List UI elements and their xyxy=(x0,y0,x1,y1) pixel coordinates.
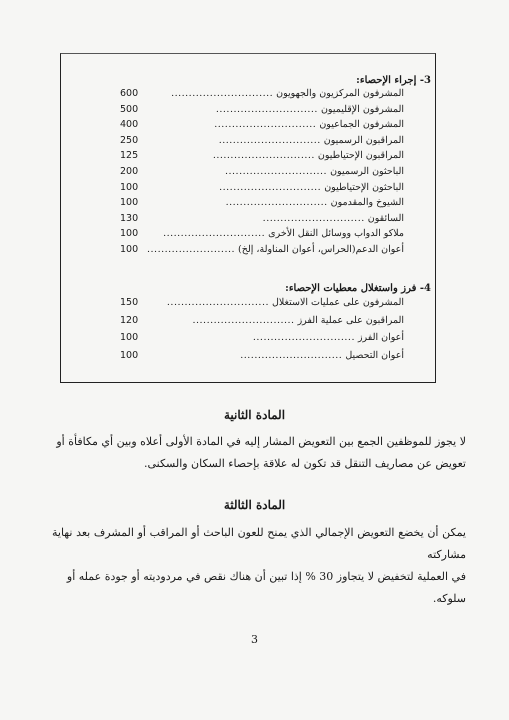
section4-title: 4- فرز واستغلال معطيات الإحصاء: xyxy=(285,283,431,294)
article3-text xyxy=(52,522,466,610)
item-label: أعوان الفرز xyxy=(357,332,404,344)
article3-line: سلوكه. xyxy=(432,592,466,605)
leader-dots: ............................. xyxy=(262,212,365,224)
list-item xyxy=(120,228,404,241)
item-value: 150 xyxy=(120,297,139,308)
item-label: المشرفون الإقليميون xyxy=(320,103,404,115)
leader-dots: ............................. xyxy=(225,166,328,177)
item-label: الشيوخ والمقدمون xyxy=(330,197,404,209)
leader-dots: ......................... xyxy=(147,244,236,255)
list-item xyxy=(120,197,404,210)
article2-line: تعويض عن مصاريف التنقل قد تكون له علاقة بإحصاء السكان والسكنى. xyxy=(143,457,466,470)
leader-dots: ............................. xyxy=(171,88,274,99)
article3-title: المادة الثالثة xyxy=(223,498,286,512)
list-item xyxy=(120,150,404,163)
item-value: 120 xyxy=(120,314,139,326)
item-value: 100 xyxy=(120,228,139,240)
item-value: 100 xyxy=(120,197,139,209)
item-label: ملاكو الدواب ووسائل النقل الأخرى xyxy=(268,228,404,240)
item-value: 125 xyxy=(120,150,139,162)
article2-line: لا يجوز للموظفين الجمع بين التعويض المشار إليه في المادة الأولى أعلاه وبين أي مكافأة أو xyxy=(56,435,466,448)
item-label: المراقبون الرسميون xyxy=(323,134,404,146)
leader-dots: ............................. xyxy=(252,332,355,344)
item-value: 100 xyxy=(120,332,139,344)
item-value: 100 xyxy=(120,349,139,361)
article3-line: في العملية لتخفيض لا يتجاوز 30 % إذا تبين أن هناك نقص في مردوديته أو جودة عمله أو xyxy=(66,570,466,583)
item-label: أعوان التحصيل xyxy=(345,349,404,361)
leader-dots: ............................. xyxy=(192,314,295,326)
leader-dots: ............................. xyxy=(218,134,321,146)
leader-dots: ............................. xyxy=(240,349,343,361)
item-label: المشرفون المركزيون والجهويون xyxy=(276,88,404,99)
item-label: المشرفون الجماعيون xyxy=(319,119,404,131)
article2-title: المادة الثانية xyxy=(223,408,286,422)
item-value: 400 xyxy=(120,119,139,131)
item-label: أعوان الدعم(الحراس، أعوان المناولة، إلخ) xyxy=(238,244,404,255)
section3-title: 3- إجراء الإحصاء: xyxy=(356,75,431,86)
item-value: 500 xyxy=(120,103,139,115)
item-value: 130 xyxy=(120,212,139,224)
list-item xyxy=(120,119,404,132)
leader-dots: ............................. xyxy=(212,150,315,162)
list-item xyxy=(120,350,404,363)
item-label: المشرفون على عمليات الاستغلال xyxy=(271,297,404,308)
item-value: 200 xyxy=(120,166,139,177)
leader-dots: ............................. xyxy=(219,181,322,193)
list-item xyxy=(120,315,404,328)
list-item xyxy=(120,135,404,148)
list-item xyxy=(120,104,404,117)
list-item xyxy=(120,182,404,195)
leader-dots: ............................. xyxy=(166,297,269,308)
page-number: 3 xyxy=(251,633,258,646)
leader-dots: ............................. xyxy=(163,228,266,240)
list-item xyxy=(120,332,404,345)
list-item xyxy=(120,297,404,310)
leader-dots: ............................. xyxy=(215,103,318,115)
leader-dots: ............................. xyxy=(214,119,317,131)
item-label: المراقبون الإحتياطيون xyxy=(317,150,404,162)
article2-text xyxy=(52,431,466,475)
leader-dots: ............................. xyxy=(225,197,328,209)
item-label: المراقبون على عملية الفرز xyxy=(297,314,404,326)
item-value: 100 xyxy=(120,181,139,193)
item-value: 100 xyxy=(120,244,139,255)
item-label: الباحثون الإحتياطيون xyxy=(324,181,404,193)
list-item xyxy=(120,244,404,257)
item-value: 600 xyxy=(120,88,139,99)
list-item xyxy=(120,166,404,179)
item-label: السائقون xyxy=(367,212,404,224)
item-value: 250 xyxy=(120,134,139,146)
article3-line: يمكن أن يخضع التعويض الإجمالي الذي يمنح للعون الباحث أو المراقب أو المشرف بعد نهاية مشاركته xyxy=(52,526,466,561)
list-item xyxy=(120,213,404,226)
list-item xyxy=(120,88,404,101)
item-label: الباحثون الرسميون xyxy=(330,166,404,177)
